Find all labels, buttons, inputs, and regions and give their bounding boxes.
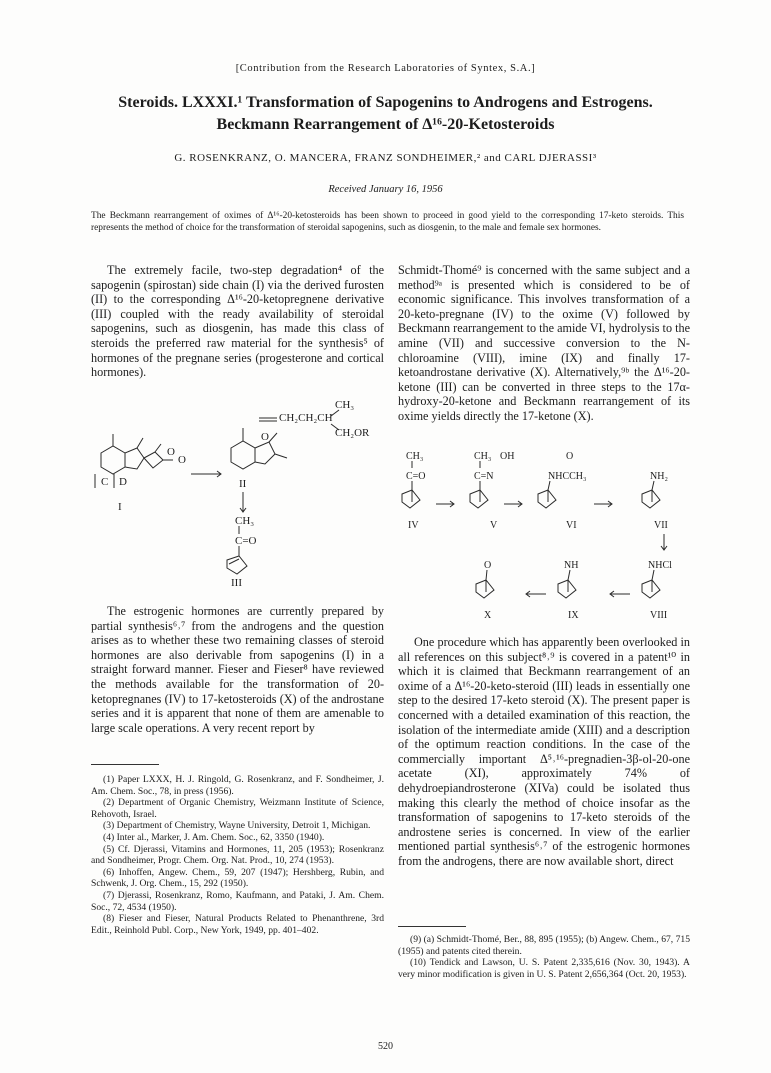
ring-label-d: D	[119, 476, 127, 488]
footnote: (9) (a) Schmidt-Thomé, Ber., 88, 895 (1955); (b) Angew. Chem., 67, 715 (1955) and patents cited therein.	[398, 934, 690, 957]
author-list: G. ROSENKRANZ, O. MANCERA, FRANZ SONDHEIMER,² and CARL DJERASSI³	[174, 152, 597, 164]
compound-label-VII: VII	[654, 520, 668, 531]
footnote: (5) Cf. Djerassi, Vitamins and Hormones, 11, 205 (1953); Rosenkranz and Sondheimer, Progr. Chem. Org. Nat. Prod., 10, 274 (1953).	[91, 843, 384, 867]
scheme-beckmann-sequence	[398, 446, 698, 628]
v-hydroxyl: OH	[500, 451, 515, 462]
structure-IX	[558, 560, 579, 621]
right-column-schmidt-thome	[398, 263, 690, 424]
ring-label-c: C	[101, 476, 109, 488]
structure-III	[227, 515, 257, 589]
ring-oxygen: O	[167, 446, 175, 458]
scheme-sapogenin-degradation	[91, 388, 391, 593]
compound-label-II: II	[239, 478, 247, 490]
received-date: Received January 16, 1956	[328, 184, 443, 195]
footnotes-left	[91, 774, 384, 936]
left-column-estrogen	[91, 604, 384, 735]
ix-imine: NH	[564, 560, 579, 571]
sidechain-chain: CH₂CH₂CH	[279, 412, 333, 424]
compound-label-VIII: VIII	[650, 610, 668, 621]
paper-title	[0, 92, 771, 136]
iii-carbonyl: C=O	[235, 535, 257, 547]
iv-carbonyl: C=O	[406, 471, 426, 482]
footnote: (1) Paper LXXX, H. J. Ringold, G. Rosenkranz, and F. Sondheimer, J. Am. Chem. Soc., 78, in press (1956).	[91, 774, 384, 797]
compound-label-VI: VI	[566, 520, 577, 531]
structure-I	[95, 434, 186, 513]
paragraph: The estrogenic hormones are currently prepared by partial synthesis⁶˒⁷ from the androgens and the question arises as to whether these two remaining classes of steroid hormones are also derivable from sapogenins (I) in a straight forward manner. Fieser and Fieser⁸ have reviewed the methods available for the transformation of 20-ketopregnanes (IV) to 17-ketosteroids (X) of the androstane series and it is apparent that none of them are amenable to large scale operations. A very recent report by	[91, 604, 384, 735]
structure-X	[476, 560, 494, 621]
v-oxime: C=N	[474, 471, 494, 482]
iii-methyl: CH₃	[235, 515, 255, 527]
footnote: (8) Fieser and Fieser, Natural Products Related to Phenanthrene, 3rd Edit., Reinhold Publ. Corp., New York, 1949, pp. 401–402.	[91, 913, 384, 936]
page-number: 520	[378, 1041, 393, 1052]
contribution-header: [Contribution from the Research Laboratories of Syntex, S.A.]	[235, 63, 536, 74]
sidechain-methyl: CH₃	[335, 399, 355, 411]
footnote-divider	[398, 926, 466, 927]
abstract: The Beckmann rearrangement of oximes of Δ¹⁶-20-ketosteroids has been shown to proceed in good yield to the corresponding 17-keto steroids. This represents the method of choice for the transformation of steroidal sapogenins, such as diosgenin, to the male and female sex hormones.	[91, 211, 684, 233]
iv-methyl: CH₃	[406, 451, 424, 462]
left-column-intro	[91, 263, 384, 380]
vii-amine: NH₂	[650, 471, 668, 482]
compound-label-IV: IV	[408, 520, 419, 531]
x-ketone-oxygen: O	[484, 560, 492, 571]
title-line-2: Beckmann Rearrangement of Δ¹⁶-20-Ketosteroids	[216, 116, 555, 133]
footnote: (7) Djerassi, Rosenkranz, Romo, Kaufmann, and Pataki, J. Am. Chem. Soc., 72, 4534 (1950).	[91, 889, 384, 913]
structure-IV	[402, 451, 426, 531]
paragraph: One procedure which has apparently been overlooked in all references on this subject⁸˒⁹ is covered in a patent¹⁰ in which it is claimed that Beckmann rearrangement of an oxime of a Δ¹⁶-20-keto-steroid (III) leads in essentially one step to the desired 17-keto steroid (X). The present paper is concerned with a detailed examination of this reaction, the isolation of the intermediate amide (XIII) and a description of the optimum reaction conditions. In the case of the commercially important Δ⁵˒¹⁶-pregnadien-3β-ol-20-one acetate (XI), approximately 74% of dehydroepiandrosterone (XIVa) could be isolated thus making this clearly the method of choice insofar as the transformation of sapogenins to 17-keto steroids of the androstene series is concerned. In view of the earlier mentioned partial synthesis⁶˒⁷ of the estrogenic hormones from the androgens, there are now available short, direct	[398, 635, 690, 868]
structure-VI	[538, 451, 587, 531]
ring-oxygen: O	[261, 431, 269, 443]
footnote-divider	[91, 764, 159, 765]
structure-VIII	[642, 560, 672, 621]
structure-VII	[642, 471, 668, 531]
compound-label-IX: IX	[568, 610, 579, 621]
footnote: (6) Inhoffen, Angew. Chem., 59, 207 (1947); Hershberg, Rubin, and Schwenk, J. Org. Chem., 15, 292 (1950).	[91, 866, 384, 890]
compound-label-I: I	[118, 501, 122, 513]
compound-label-X: X	[484, 610, 492, 621]
footnotes-right	[398, 934, 690, 980]
compound-label-III: III	[231, 577, 242, 589]
structure-II	[231, 399, 370, 490]
compound-label-V: V	[490, 520, 498, 531]
paragraph: The extremely facile, two-step degradation⁴ of the sapogenin (spirostan) side chain (I) via the derived furosten (II) to the corresponding Δ¹⁶-20-ketopregnene derivative (III) coupled with the ready availability of steroidal sapogenins, such as diosgenin, has made this class of steroids the preferred raw material for the synthesis⁵ of hormones of the pregnane series (progesterone and cortical hormones).	[91, 263, 384, 380]
vi-acetamide: NHCCH₃	[548, 471, 587, 482]
title-line-1: Steroids. LXXXI.¹ Transformation of Sapogenins to Androgens and Estrogens.	[118, 94, 653, 111]
paragraph: Schmidt-Thomé⁹ is concerned with the same subject and a method⁹ᵃ is presented which is considered to be of economic significance. This involves transformation of a 20-keto-pregnane (IV) to the oxime (V) followed by Beckmann rearrangement to the amide VI, hydrolysis to the amine (VII) and successive conversion to the N-chloroamine (VIII), imine (IX) and finally 17-ketoandrostane derivative (X). Alternatively,⁹ᵇ the Δ¹⁶-20-ketone (III) can be converted in three steps to the 17α-hydroxy-20-ketone and Beckmann rearrangement of its oxime yields directly the 17-ketone (X).	[398, 263, 690, 423]
ring-oxygen: O	[178, 454, 186, 466]
viii-chloroamine: NHCl	[648, 560, 672, 571]
footnote: (4) Inter al., Marker, J. Am. Chem. Soc., 62, 3350 (1940).	[103, 831, 325, 843]
structure-V	[470, 451, 514, 531]
footnote: (2) Department of Organic Chemistry, Weizmann Institute of Science, Rehovoth, Israel.	[91, 797, 384, 820]
footnote: (10) Tendick and Lawson, U. S. Patent 2,335,616 (Nov. 30, 1943). A very minor modification is given in U. S. Patent 2,656,364 (Oct. 20, 1953).	[398, 957, 690, 980]
vi-oxygen: O	[566, 451, 574, 462]
right-column-present-work	[398, 635, 690, 869]
footnote: (3) Department of Chemistry, Wayne University, Detroit 1, Michigan.	[103, 820, 371, 832]
sidechain-ch2or: CH₂OR	[335, 427, 370, 439]
v-methyl: CH₃	[474, 451, 492, 462]
